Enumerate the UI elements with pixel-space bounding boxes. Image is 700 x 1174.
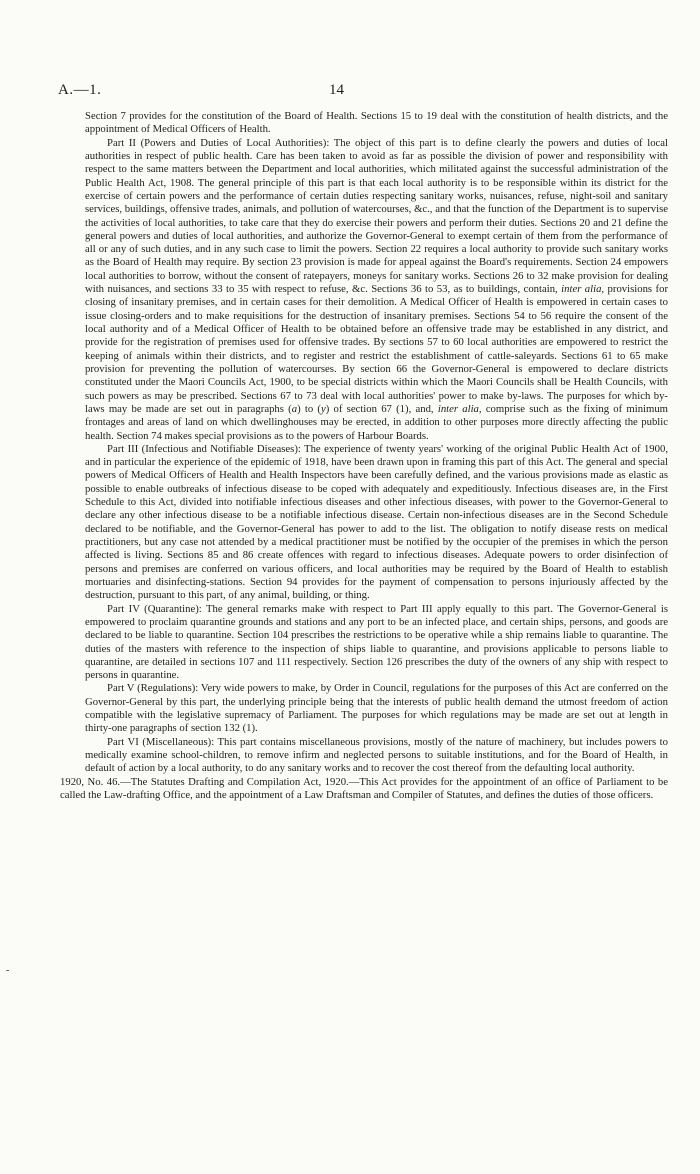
- paragraph-part-ii: Part II (Powers and Duties of Local Authorities): The object of this part is to define clearly the powers and duties of local authorities in respect of public health. Care has been taken to avoid as far as possible the division of power and responsibility with respect to the same matters between the Department and local authorities, which militated against the successful administration of the Public Health Act, 1908. The general principle of this part is that each local authority is to be responsible within its district for the exercise of certain powers and the performance of certain duties respecting sanitary works, nuisances, refuse, night-soil and sanitary services, buildings, offensive trades, animals, and pollution of watercourses, &c., and that the function of the Department is to supervise the activities of local authorities, to take care that they do exercise their powers and perform their duties. Sections 20 and 21 define the general powers and duties of local authorities, and authorize the Governor-General to exempt certain of them from the performance of all or any of such duties, and in any such case to limit the powers. Section 22 requires a local authority to provide such sanitary works as the Board of Health may require. By section 23 provision is made for appeal against the Board's requirements. Section 24 empowers local authorities to borrow, without the consent of ratepayers, moneys for sanitary works. Sections 26 to 32 make provision for dealing with nuisances, and sections 33 to 35 with respect to refuse, &c. Sections 36 to 53, as to buildings, contain, inter alia, provisions for closing of insanitary premises, and in certain cases for their demolition. A Medical Officer of Health is empowered in certain cases to issue closing-orders and to make requisitions for the destruction of insanitary premises. Sections 54 to 56 require the consent of the local authority and of a Medical Officer of Health to be obtained before an offensive trade may be established in any district, and provide for the registration of premises used for offensive trades. By sections 57 to 60 local authorities are empowered to restrict the keeping of animals within their districts, and to register and restrict the establishment of cattle-saleyards. Sections 61 to 65 make provision for preventing the pollution of watercourses. By section 66 the Governor-General is empowered to declare districts constituted under the Maori Councils Act, 1900, to be special districts within which the Maori Councils shall be Health Councils, with such powers as may be prescribed. Sections 67 to 73 deal with local authorities' power to make by-laws. The purposes for which by-laws may be made are set out in paragraphs (a) to (y) of section 67 (1), and, inter alia, comprise such as the fixing of minimum frontages and areas of land on which dwellinghouses may be erected, in addition to other purposes more directly affecting the public health. Section 74 makes special provisions as to the powers of Harbour Boards.: [85, 136, 668, 442]
- paragraph-part-vi: Part VI (Miscellaneous): This part contains miscellaneous provisions, mostly of the nature of machinery, but includes powers to medically examine school-children, to remove infirm and neglected persons to suitable institutions, and for the Board of Health, in default of action by a local authority, to do any sanitary works and to recover the cost thereof from the defaulting local authority.: [85, 735, 668, 775]
- page-number: 14: [329, 82, 344, 98]
- paragraph-statutes-drafting-act: 1920, No. 46.—The Statutes Drafting and Compilation Act, 1920.—This Act provides for the appointment of an office of Parliament to be called the Law-drafting Office, and the appointment of a Law Draftsman and Compiler of Statutes, and defines the duties of those officers.: [60, 775, 668, 801]
- document-body: [60, 110, 668, 802]
- paragraph-part-iv: Part IV (Quarantine): The general remarks make with respect to Part III apply equally to this part. The Governor-General is empowered to proclaim quarantine grounds and stations and any port to be an infected place, and certain ships, persons, and goods are declared to be liable to quarantine. Section 104 prescribes the restrictions to be operative while a ship remains liable to quarantine. The duties of the masters with reference to the inspection of ships liable to quarantine, and provisions applicable to persons liable to quarantine, are detailed in sections 107 and 111 respectively. Section 126 prescribes the duty of the owners of any ship with respect to persons in quarantine.: [85, 602, 668, 682]
- paragraph-part-iii: Part III (Infectious and Notifiable Diseases): The experience of twenty years' working of the original Public Health Act of 1900, and in particular the experience of the epidemic of 1918, have been drawn upon in framing this part of this Act. The general and special powers of Medical Officers of Health and Health Inspectors have been carefully defined, and the various provisions made as elastic as possible to enable outbreaks of infectious disease to be coped with adequately and expeditiously. Infectious diseases are, in the First Schedule to this Act, divided into notifiable infectious diseases and other infectious diseases, with power to the Governor-General to declare any other infectious disease to be a notifiable infectious disease. Certain non-infectious diseases are in the Second Schedule declared to be notifiable, and the Governor-General has power to add to the list. The obligation to notify disease rests on medical practitioners, but any case not attended by a medical practitioner must be notified by the occupier of the premises in which the person affected is living. Sections 85 and 86 create offences with regard to infectious diseases. Adequate powers to order disinfection of persons and premises are conferred on various officers, and local authorities may be required by the Board of Health to establish mortuaries and disinfecting-stations. Section 94 provides for the payment of compensation to persons injuriously affected by the destruction, pursuant to this part, of any animal, building, or thing.: [85, 442, 668, 602]
- margin-mark: -: [6, 965, 10, 976]
- paragraph-part-v: Part V (Regulations): Very wide powers to make, by Order in Council, regulations for the purposes of this Act are conferred on the Governor-General by this part, the underlying principle being that the interests of public health demand the utmost freedom of action compatible with the legislative supremacy of Parliament. The purposes for which regulations may be made are set out at length in thirty-one paragraphs of section 132 (1).: [85, 682, 668, 735]
- page-header-ref: A.—1.: [58, 82, 102, 98]
- paragraph-health-board: Section 7 provides for the constitution of the Board of Health. Sections 15 to 19 deal with the constitution of health districts, and the appointment of Medical Officers of Health.: [85, 110, 668, 136]
